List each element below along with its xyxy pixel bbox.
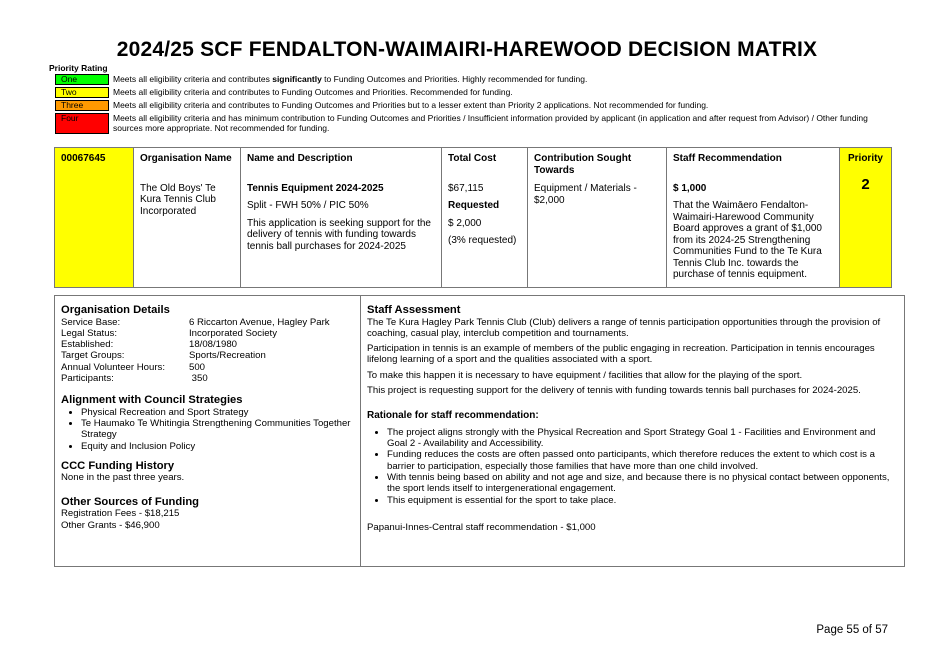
total-cost-cell <box>442 148 528 287</box>
rationale-heading: Rationale for staff recommendation: <box>367 410 539 422</box>
list-item: • Funding reduces the costs are often passed onto participants, which therefore reduces the extent to which cost is a barrier to participation, especially those families that have more than one child involved. <box>387 449 898 472</box>
project-title: Tennis Equipment 2024-2025 <box>247 182 384 194</box>
contribution-header: Contribution Sought Towards <box>534 153 632 176</box>
name-desc-header: Name and Description <box>247 153 353 164</box>
contribution-cell <box>528 148 667 287</box>
project-split: Split - FWH 50% / PIC 50% <box>247 200 369 211</box>
application-summary-table <box>54 147 892 288</box>
rationale-list <box>367 427 898 506</box>
application-id-cell <box>55 148 134 287</box>
application-id: 00067645 <box>61 153 106 164</box>
assessment-paragraph: The Te Kura Hagley Park Tennis Club (Club) delivers a range of tennis participation opportunities through the provision of coaching, casual play, interclub competition and tournaments. <box>367 316 881 339</box>
assessment-paragraph: To make this happen it is necessary to have equipment / facilities that allow for the playing of the sport. <box>367 369 803 381</box>
assessment-paragraph: Participation in tennis is an example of members of the public engaging in recreation. Participation in tennis encourages lifelong learning of a sport and the qualities associated with a sport. <box>367 343 875 366</box>
staff-rec-header: Staff Recommendation <box>673 153 782 164</box>
organisation-cell <box>134 148 241 287</box>
org-details-heading: Organisation Details <box>61 304 170 316</box>
funding-history-heading: CCC Funding History <box>61 459 175 472</box>
staff-rec-text: That the Waimāero Fendalton-Waimairi-Harewood Community Board approves a grant of $1,000 from its 2024-25 Strengthening Communities Fund to the Te Kura Tennis Club Inc. towards the purchase of tennis equipment. <box>673 200 822 280</box>
priority-cell <box>840 148 891 287</box>
funding-history-text: None in the past three years. <box>61 472 185 484</box>
priority-desc-three: Meets all eligibility criteria and contributes to Funding Outcomes and Priorities but to a lesser extent than Priority 2 applications. Not recommended for funding. <box>113 100 709 110</box>
org-name-header: Organisation Name <box>140 153 232 164</box>
list-item: • With tennis being based on ability and not age and size, and because there is no physical contact between opponents, the sport lends itself to intergenerational engagement. <box>387 472 898 495</box>
other-sources-heading: Other Sources of Funding <box>61 495 199 508</box>
alignment-heading: Alignment with Council Strategies <box>61 394 243 407</box>
org-detail-row: Legal Status: Incorporated Society <box>61 327 277 339</box>
staff-recommendation-cell <box>667 148 840 287</box>
priority-desc-one: Meets all eligibility criteria and contributes significantly to Funding Outcomes and Priorities. Highly recommended for funding. <box>113 74 588 84</box>
alignment-list <box>61 407 354 452</box>
priority-header: Priority <box>847 153 883 164</box>
list-item: • This equipment is essential for the sport to take place. <box>387 495 898 506</box>
priority-rating-label: Priority Rating <box>49 63 108 73</box>
priority-value: 2 <box>861 175 870 193</box>
priority-swatch-one: One <box>55 74 109 85</box>
list-item: • The project aligns strongly with the Physical Recreation and Sport Strategy Goal 1 - Facilities and Environment and Goal 2 - Availability and Accessibility. <box>387 427 898 450</box>
staff-rec-amount: $ 1,000 <box>673 182 707 194</box>
org-detail-row: Established: 18/08/1980 <box>61 339 238 351</box>
requested-label: Requested <box>448 200 500 211</box>
page-title: 2024/25 SCF FENDALTON-WAIMAIRI-HAREWOOD DECISION MATRIX <box>116 38 818 61</box>
org-name: The Old Boys' Te Kura Tennis Club Incorporated <box>140 182 216 217</box>
list-item: • Te Haumako Te Whitingia Strengthening Communities Together Strategy <box>81 418 354 441</box>
requested-percent: (3% requested) <box>448 235 517 246</box>
contribution-value: Equipment / Materials - $2,000 <box>534 183 637 206</box>
details-box <box>54 295 905 567</box>
requested-amount: $ 2,000 <box>448 217 482 229</box>
priority-desc-four: Meets all eligibility criteria and has minimum contribution to Funding Outcomes and Priorities / Insufficient information provided by applicant (in application and after request from Advisor) / Other funding sources more appropriate. Not recommended for funding. <box>113 113 868 133</box>
priority-desc-two: Meets all eligibility criteria and contributes to Funding Outcomes and Priorities. Recommended for funding. <box>113 87 513 97</box>
assessment-paragraph: This project is requesting support for the delivery of tennis with funding towards tennis ball purchases for 2024-2025. <box>367 384 861 396</box>
total-cost-value: $67,115 <box>448 182 484 194</box>
list-item: • Equity and Inclusion Policy <box>81 441 354 452</box>
org-detail-row: Target Groups: Sports/Recreation <box>61 350 266 362</box>
priority-swatch-four: Four <box>55 113 109 134</box>
staff-assessment-heading: Staff Assessment <box>367 304 461 316</box>
page-number: Page 55 of 57 <box>816 624 888 636</box>
total-cost-header: Total Cost <box>448 153 497 164</box>
other-source-line: Registration Fees - $18,215 <box>61 508 180 520</box>
name-description-cell <box>241 148 442 287</box>
staff-recommendation-footer: Papanui-Innes-Central staff recommendation - $1,000 <box>367 521 596 533</box>
list-item: • Physical Recreation and Sport Strategy <box>81 407 354 418</box>
priority-swatch-two: Two <box>55 87 109 98</box>
organisation-details-column <box>55 296 361 566</box>
project-description: This application is seeking support for the delivery of tennis with funding towards tennis ball purchases for 2024-2025 <box>247 217 431 252</box>
staff-assessment-column <box>361 296 904 566</box>
org-detail-row: Participants: 350 <box>61 372 208 384</box>
other-source-line: Other Grants - $46,900 <box>61 519 160 531</box>
org-detail-row: Annual Volunteer Hours: 500 <box>61 361 206 373</box>
org-detail-row: Service Base: 6 Riccarton Avenue, Hagley Park <box>61 316 330 328</box>
priority-swatch-three: Three <box>55 100 109 111</box>
